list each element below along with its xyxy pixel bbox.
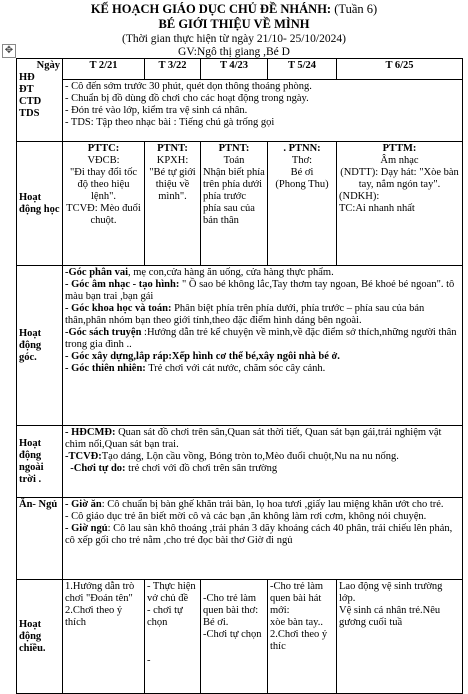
activity-text: Phân biệt phía trên phía dưới, phía trước – phía sau của bản thân,phân nhóm bạn theo giới tính,theo đặc điểm hình dáng bên ngoài. [65, 303, 425, 326]
corner-cell [17, 59, 63, 142]
learning-text: TC:Ai nhanh nhất [339, 203, 415, 214]
activity-text: Tạo dáng, Lộn cầu vồng, Bóng tròn to,Mèo đuổi chuột,Nu na nu nống. [101, 451, 399, 462]
learning-text: "Đi thay đổi tốc độ theo hiệu lệnh". [70, 167, 137, 202]
eating-item [65, 511, 460, 523]
activity-text: - Cô giáo dục trẻ ăn biết mời cô và các bạn ,ăn không làm rơi cơm, không nói chuyện. [65, 511, 427, 522]
learning-text: (Phong Thu) [275, 179, 329, 190]
row-days [17, 59, 463, 80]
welcome-item: - Đón trẻ vào lớp, kiểm tra vệ sinh cá nhân. [65, 105, 248, 116]
teacher-line: GV:Ngô thị giang ,Bé D [178, 46, 290, 58]
eating-item [65, 523, 460, 547]
welcome-item: - Cô đến sớm trước 30 phút, quét dọn thông thoáng phòng. [65, 81, 312, 92]
activity-text: : Cô chuẩn bị bàn ghế khăn trải bàn, lọ hoa tươi ,giấy lau miệng khăn ướt cho trẻ. [101, 499, 444, 510]
activity-text: : Cô lau sàn khô thoáng ,trải phản 3 dãy khoảng cách 40 phân, trải chiếu lên phản, cô xếp gối cho trẻ nằm ,cho trẻ đọc bài thơ Giờ đi ngủ [65, 523, 453, 546]
activity-text: :Hướng dẫn trẻ kể chuyện về mình,về đặc điểm sở thích,những người thân trong gia đình .. [65, 327, 457, 350]
outdoor-activity [65, 463, 460, 475]
afternoon-text: -Cho trẻ làm quen bài thơ: Bé ơi. [203, 593, 259, 628]
afternoon-text: - Thực hiện vở chủ đề [147, 581, 196, 604]
activity-text: , mẹ con,cửa hàng ăn uống, cửa hàng thực phẩm. [128, 267, 334, 278]
row-learning [17, 142, 463, 266]
row-label-eating: Ăn- Ngủ [17, 498, 63, 580]
document-title: KẾ HOẠCH GIÁO DỤC CHỦ ĐỀ NHÁNH: (Tuần 6) [90, 2, 378, 16]
afternoon-text: Lao động vệ sinh trường lớp. [339, 581, 443, 604]
learning-cell-thu [268, 142, 337, 266]
outdoor-cell [63, 426, 463, 498]
row-welcome [17, 80, 463, 142]
afternoon-cell-tue [145, 580, 201, 694]
afternoon-cell-wed [201, 580, 268, 694]
outdoor-activity [65, 427, 460, 451]
activity-head: -Góc sách truyện [65, 327, 142, 338]
learning-cell-wed [201, 142, 268, 266]
learning-text: VĐCB: [87, 155, 120, 166]
day-header: T 5/24 [268, 59, 337, 80]
corner-ngay: Ngày [36, 60, 60, 71]
corner-activity [65, 363, 460, 375]
activity-head: -TCVĐ: [65, 451, 102, 462]
activity-text: trẻ chơi với đồ chơi trên sân trường [125, 463, 278, 474]
activity-head: - Giờ ăn [65, 499, 102, 510]
row-label-corners: Hoạt động góc. [17, 266, 63, 426]
row-label-learning: Hoạt động học [17, 142, 63, 266]
row-outdoor [17, 426, 463, 498]
corner-label: TDS [19, 108, 40, 119]
afternoon-text: 1.Hướng dẫn trò chơi "Đoán tên" [65, 581, 135, 604]
activity-head: - HĐCMĐ: [65, 427, 116, 438]
activity-head: - Góc xây dựng,lắp ráp:Xếp hình cơ thể bé,xây ngôi nhà bé ở. [65, 351, 340, 362]
day-header: T 2/21 [63, 59, 145, 80]
afternoon-text: 2.Chơi theo ý thích [65, 605, 123, 628]
afternoon-text: - [147, 655, 151, 666]
eating-item [65, 499, 460, 511]
afternoon-cell-fri [337, 580, 463, 694]
corner-activity [65, 351, 460, 363]
corners-cell [63, 266, 463, 426]
learning-area: PTNT: [218, 143, 250, 154]
afternoon-text: xòe bàn tay.. [270, 617, 323, 628]
day-header: T 4/23 [201, 59, 268, 80]
eating-cell [63, 498, 463, 580]
learning-cell-fri [337, 142, 463, 266]
learning-cell-tue [145, 142, 201, 266]
learning-area: PTTC: [87, 143, 120, 154]
activity-text: " Ồ sao bé không lắc,Tay thơm tay ngoan, Bé khoẻ bé ngoan". tô màu bạn trai ,bạn gái [65, 279, 455, 302]
learning-text: (NDKH): [339, 191, 380, 202]
afternoon-text: -Chơi tự chọn [203, 629, 262, 640]
learning-text: Thơ: [291, 155, 313, 166]
corner-activity [65, 303, 460, 327]
corner-label: CTD [19, 96, 42, 107]
row-afternoon [17, 580, 463, 694]
learning-text: Bé ơi [290, 167, 314, 178]
activity-head: -Chơi tự do: [65, 463, 126, 474]
day-header: T 3/22 [145, 59, 201, 80]
row-corners [17, 266, 463, 426]
activity-text: Trẻ chơi với cát nước, chăm sóc cây cảnh. [145, 363, 326, 374]
activity-head: - Góc âm nhạc - tạo hình: [65, 279, 180, 290]
corner-activity [65, 279, 460, 303]
learning-text: Nhận biết phía trên phía dưới phía trước phía sau của bản thân [203, 167, 265, 226]
learning-area: . PTNN: [283, 143, 321, 154]
learning-cell-mon [63, 142, 145, 266]
learning-area: PTNT: [157, 143, 188, 154]
title-week: (Tuần 6) [331, 2, 378, 16]
welcome-item: - Chuẩn bị đồ dùng đồ chơi cho các hoạt động trong ngày. [65, 93, 309, 104]
day-header: T 6/25 [337, 59, 463, 80]
schedule-table [16, 58, 463, 694]
row-label-afternoon: Hoạt động chiều. [17, 580, 63, 694]
afternoon-cell-thu [268, 580, 337, 694]
afternoon-text: Vệ sinh cá nhân trẻ.Nêu gương cuối tuầ [339, 605, 441, 628]
corner-label: HĐ [19, 72, 35, 83]
table-move-handle-icon[interactable]: ✥ [2, 44, 16, 58]
learning-text: TCVĐ: Mèo đuổi chuột. [66, 203, 141, 226]
learning-text: Âm nhạc [380, 155, 419, 166]
afternoon-text: -Cho trẻ làm quen bài hát mới: [270, 581, 324, 616]
learning-text: Toán [223, 155, 245, 166]
activity-head: -Góc phân vai [65, 267, 129, 278]
row-eating [17, 498, 463, 580]
activity-head: - Góc khoa học và toán: [65, 303, 172, 314]
afternoon-text: 2.Chơi theo ý thíc [270, 629, 328, 652]
learning-text: "Bé tự giới thiệu về mình". [149, 167, 196, 202]
corner-activity [65, 267, 460, 279]
activity-head: - Góc thiên nhiên: [65, 363, 146, 374]
welcome-item: - TDS: Tập theo nhạc bài : Tiếng chú gà trống gọi [65, 117, 275, 128]
afternoon-cell-mon [63, 580, 145, 694]
welcome-cell [63, 80, 463, 142]
learning-area: PTTM: [382, 143, 417, 154]
activity-text: Quan sát đồ chơi trên sân,Quan sát thời tiết, Quan sát bạn gái,trải nghiệm vật chìm nổi,Quan sát bạn trai. [65, 427, 442, 450]
row-label-outdoor: Hoạt động ngoài trời . [17, 426, 63, 498]
learning-text: KPXH: [156, 155, 189, 166]
corner-activity [65, 327, 460, 351]
outdoor-activity [65, 451, 460, 463]
document-subtitle: BÉ GIỚI THIỆU VỀ MÌNH [158, 17, 310, 31]
afternoon-text: - chơi tự chọn [147, 605, 183, 628]
corner-label: ĐT [19, 84, 34, 95]
date-range: (Thời gian thực hiện từ ngày 21/10- 25/10/2024) [122, 33, 346, 45]
learning-text: (NDTT): Dạy hát: "Xòe bàn tay, nắm ngón tay". [340, 167, 459, 190]
activity-head: - Giờ ngủ [65, 523, 108, 534]
